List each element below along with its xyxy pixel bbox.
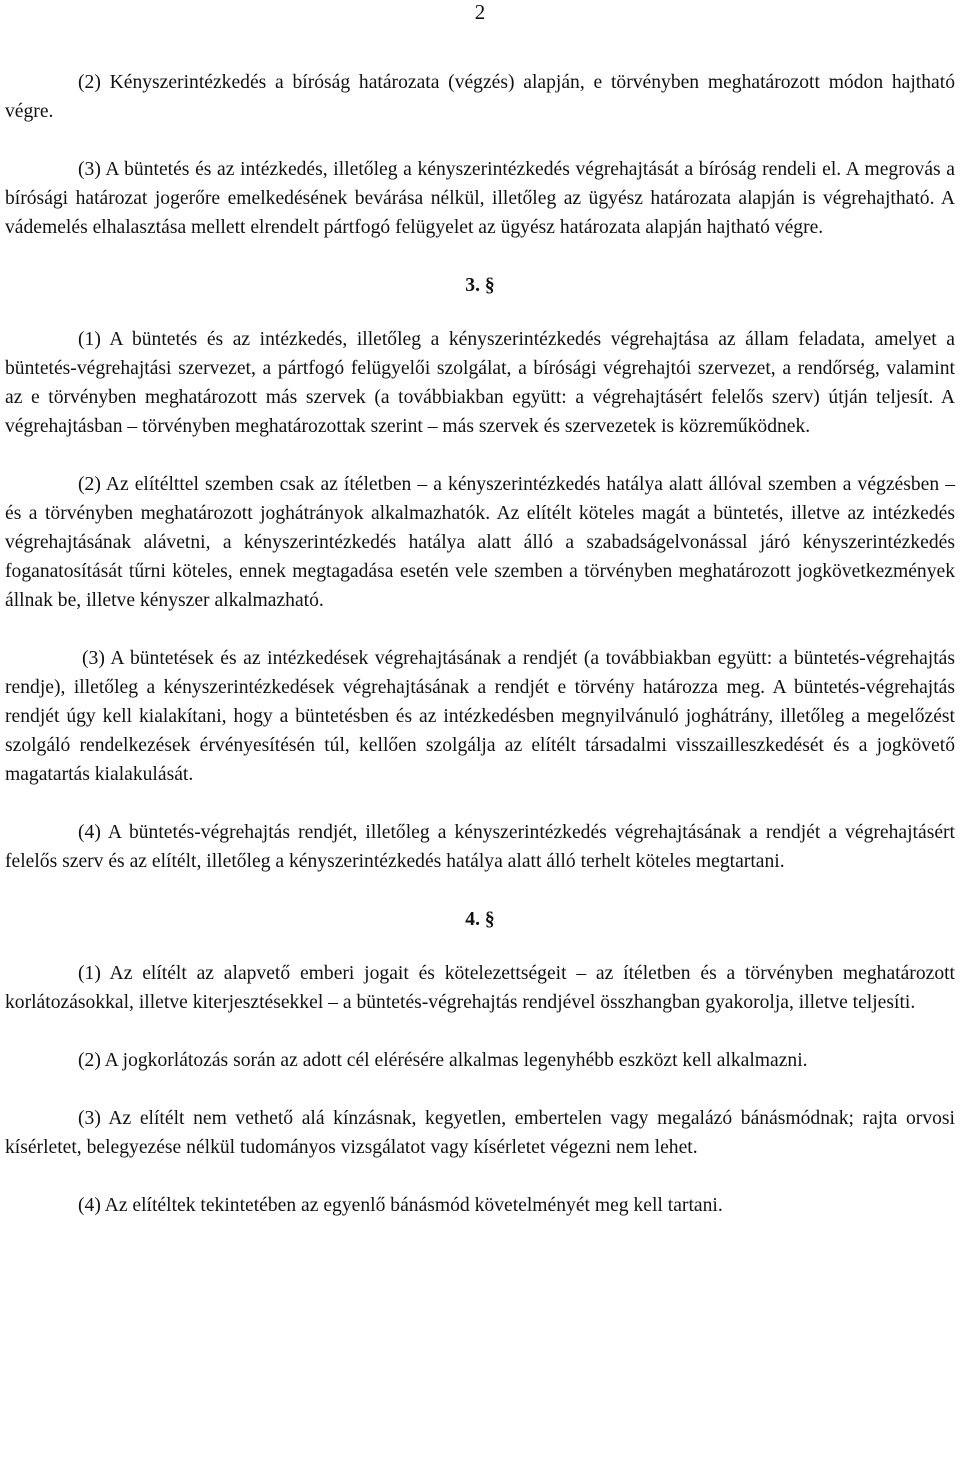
- paragraph-3-1: (1) A büntetés és az intézkedés, illetőleg a kényszerintézkedés végrehajtása az állam feladata, amelyet a büntetés-végrehajtási szervezet, a pártfogó felügyelői szolgálat, a bírósági végrehajtói szervezet, a rendőrség, valamint az e törvényben meghatározott más szervek (a továbbiakban együtt: a végrehajtásért felelős szerv) útján teljesít. A végrehajtásban – törvényben meghatározottak szerint – más szervek és szervezetek is közreműködnek.: [5, 329, 955, 437]
- paragraph-4-1: (1) Az elítélt az alapvető emberi jogait és kötelezettségeit – az ítéletben és a törvényben meghatározott korlátozásokkal, illetve kiterjesztésekkel – a büntetés-végrehajtás rendjével összhangban gyakorolja, illetve teljesíti.: [5, 963, 955, 1013]
- paragraph-3-2: (2) Az elítélttel szemben csak az ítéletben – a kényszerintézkedés hatálya alatt állóval szemben a végzésben – és a törvényben meghatározott joghátrányok alkalmazhatók. Az elítélt köteles magát a büntetés, illetve az intézkedés végrehajtásának alávetni, a kényszerintézkedés hatálya alatt álló a szabadságelvonással járó kényszerintézkedés foganatosítását tűrni köteles, ennek megtagadása esetén vele szemben a törvényben meghatározott jogkövetkezmények állnak be, illetve kényszer alkalmazható.: [5, 474, 955, 611]
- paragraph-3-3: (3) A büntetések és az intézkedések végrehajtásának a rendjét (a továbbiakban együtt: a büntetés-végrehajtás rendje), illetőleg a kényszerintézkedések végrehajtásának a rendjét e törvény határozza meg. A büntetés-végrehajtás rendjét úgy kell kialakítani, hogy a büntetésben és az intézkedésben megnyilvánuló joghátrány, illetőleg a megelőzést szolgáló rendelkezések érvényesítésén túl, kellően szolgálja az elítélt társadalmi visszailleszkedését és a jogkövető magatartás kialakulását.: [5, 648, 955, 785]
- paragraph-4-4: (4) Az elítéltek tekintetében az egyenlő bánásmód követelményét meg kell tartani.: [78, 1195, 723, 1216]
- paragraph-4-2: (2) A jogkorlátozás során az adott cél elérésére alkalmas legenyhébb eszközt kell alkalmazni.: [78, 1050, 808, 1071]
- paragraph-3-4: (4) A büntetés-végrehajtás rendjét, illetőleg a kényszerintézkedés végrehajtásának a rendjét a végrehajtásért felelős szerv és az elítélt, illetőleg a kényszerintézkedés hatálya alatt álló terhelt köteles megtartani.: [5, 822, 955, 872]
- paragraph-2-2: (2) Kényszerintézkedés a bíróság határozata (végzés) alapján, e törvényben meghatározott módon hajtható végre.: [5, 72, 955, 122]
- document-body: [5, 68, 955, 1220]
- section-heading-4: 4. §: [465, 909, 495, 930]
- page-number: 2: [474, 0, 486, 24]
- paragraph-2-3: (3) A büntetés és az intézkedés, illetőleg a kényszerintézkedés végrehajtását a bíróság rendeli el. A megrovás a bírósági határozat jogerőre emelkedésének bevárása nélkül, illetőleg az ügyész határozata alapján is végrehajtható. A vádemelés elhalasztása mellett elrendelt pártfogó felügyelet az ügyész határozata alapján hajtható végre.: [5, 159, 955, 238]
- section-heading-3: 3. §: [465, 275, 495, 296]
- paragraph-4-3: (3) Az elítélt nem vethető alá kínzásnak, kegyetlen, embertelen vagy megalázó bánásmódnak; rajta orvosi kísérletet, belegyezése nélkül tudományos vizsgálatot vagy kísérletet végezni nem lehet.: [5, 1108, 955, 1158]
